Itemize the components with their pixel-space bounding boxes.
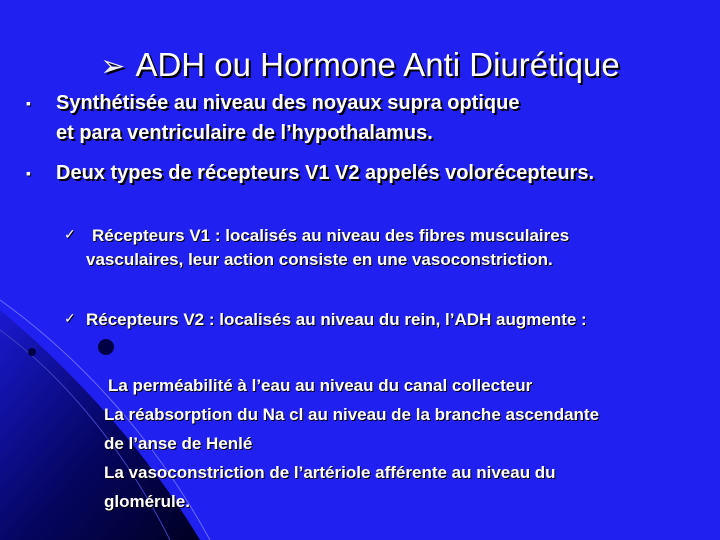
effect-line-1: La perméabilité à l’eau au niveau du canal collecteur (108, 376, 533, 395)
effect-line-3: de l’anse de Henlé (104, 434, 253, 453)
sub-bullet-1-line-1: Récepteurs V1 : localisés au niveau des fibres musculaires (92, 226, 570, 245)
checkmark-icon: ✓ (64, 226, 76, 242)
effect-line-4: La vasoconstriction de l’artériole afférente au niveau du (104, 463, 556, 482)
sub-bullet-1-line-2: vasculaires, leur action consiste en une vasoconstriction. (86, 250, 553, 269)
bullet-1-line-2: et para ventriculaire de l’hypothalamus. (56, 122, 433, 144)
checkmark-icon: ✓ (64, 310, 76, 326)
slide-title-text: ADH ou Hormone Anti Diurétique (135, 46, 620, 83)
square-bullet-icon: ▪ (26, 165, 31, 181)
bullet-1-line-1: Synthétisée au niveau des noyaux supra optique (56, 92, 520, 114)
effect-line-2: La réabsorption du Na cl au niveau de la branche ascendante (104, 405, 600, 424)
square-bullet-icon: ▪ (26, 95, 31, 111)
effect-line-5: glomérule. (104, 492, 190, 511)
slide-title (0, 46, 720, 84)
bullet-2-line-1: Deux types de récepteurs V1 V2 appelés volorécepteurs. (56, 162, 595, 184)
arrow-bullet-icon: ➢ (100, 50, 126, 83)
sub-bullet-2-line-1: Récepteurs V2 : localisés au niveau du rein, l’ADH augmente : (86, 310, 587, 329)
